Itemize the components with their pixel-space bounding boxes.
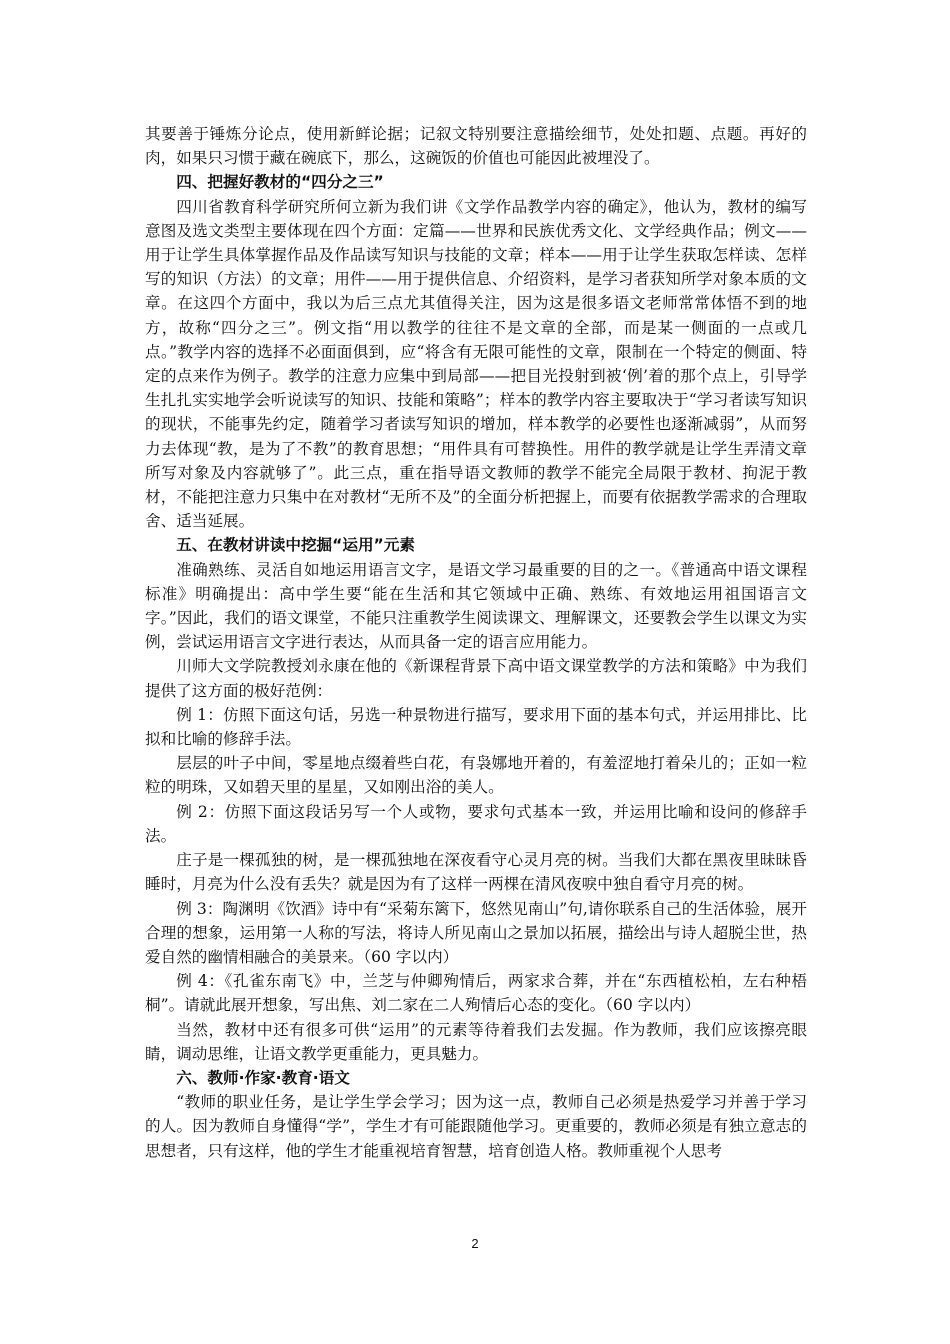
paragraph: 例 1：仿照下面这句话，另选一种景物进行描写，要求用下面的基本句式，并运用排比、比拟和比喻的修辞手法。	[145, 705, 807, 749]
paragraph: 准确熟练、灵活自如地运用语言文字，是语文学习最重要的目的之一。《普通高中语文课程标准》明确提出：高中学生要“能在生活和其它领域中正确、熟练、有效地运用祖国语言文字。”因此，我们的语文课堂，不能只注重教学生阅读课文、理解课文，还要教会学生以课文为实例，尝试运用语言文字进行表达，从而具备一定的语言应用能力。	[145, 560, 807, 652]
document-body	[145, 122, 807, 1163]
paragraph: 例 4：《孔雀东南飞》中，兰芝与仲卿殉情后，两家求合葬，并在“东西植松柏，左右种梧桐”。请就此展开想象，写出焦、刘二家在二人殉情后心态的变化。（60 字以内）	[145, 972, 807, 1015]
paragraph: 例 3：陶渊明《饮酒》诗中有“采菊东篱下，悠然见南山”句,请你联系自己的生活体验，展开合理的想象，运用第一人称的写法，将诗人所见南山之景加以拓展，描绘出与诗人超脱尘世，热爱自然的幽情相融合的美景来。（60 字以内）	[145, 899, 807, 966]
section-heading: 五、在教材讲读中挖掘“运用”元素	[176, 536, 415, 555]
paragraph: 例 2：仿照下面这段话另写一个人或物，要求句式基本一致，并运用比喻和设问的修辞手法。	[145, 802, 807, 845]
section-heading: 四、把握好教材的“四分之三”	[176, 173, 384, 192]
paragraph: 川师大文学院教授刘永康在他的《新课程背景下高中语文课堂教学的方法和策略》中为我们提供了这方面的极好范例：	[145, 657, 807, 700]
section-heading: 六、教师·作家·教育·语文	[176, 1068, 350, 1087]
paragraph: 其要善于锤炼分论点，使用新鲜论据；记叙文特别要注意描绘细节，处处扣题、点题。再好的肉，如果只习惯于藏在碗底下，那么，这碗饭的价值也可能因此被埋没了。	[145, 125, 807, 168]
page-number: 2	[471, 1236, 479, 1251]
paragraph: 当然，教材中还有很多可供“运用”的元素等待着我们去发掘。作为教师，我们应该擦亮眼睛，调动思维，让语文教学更重能力，更具魅力。	[145, 1020, 807, 1063]
paragraph: 四川省教育科学研究所何立新为我们讲《文学作品教学内容的确定》，他认为，教材的编写意图及选文类型主要体现在四个方面：定篇——世界和民族优秀文化、文学经典作品；例文——用于让学生具体掌握作品及作品读写知识与技能的文章；样本——用于让学生获取怎样读、怎样写的知识（方法）的文章；用件——用于提供信息、介绍资料，是学习者获知所学对象本质的文章。在这四个方面中，我以为后三点尤其值得关注，因为这是很多语文老师常常体悟不到的地方，故称“四分之三”。例文指“用以教学的往往不是文章的全部，而是某一侧面的一点或几点。”教学内容的选择不必面面俱到，应“将含有无限可能性的文章，限制在一个特定的侧面、特定的点来作为例子。教学的注意力应集中到局部——把目光投射到被‘例’着的那个点上，引导学生扎扎实实地学会听说读写的知识、技能和策略”；样本的教学内容主要取决于“学习者读写知识的现状，不能事先约定，随着学习者读写知识的增加，样本教学的必要性也逐渐减弱”，从而努力去体现“教，是为了不教”的教育思想；“用件具有可替换性。用件的教学就是让学生弄清文章所写对象及内容就够了”。此三点，重在指导语文教师的教学不能完全局限于教材、拘泥于教材，不能把注意力只集中在对教材“无所不及”的全面分析把握上，而要有依据教学需求的合理取舍、适当延展。	[145, 197, 807, 531]
paragraph: 庄子是一棵孤独的树，是一棵孤独地在深夜看守心灵月亮的树。当我们大都在黑夜里昧昧昏睡时，月亮为什么没有丢失？就是因为有了这样一两棵在清风夜唳中独自看守月亮的树。	[145, 851, 807, 894]
paragraph: “教师的职业任务，是让学生学会学习；因为这一点，教师自己必须是热爱学习并善于学习的人。因为教师自身懂得“学”，学生才有可能跟随他学习。更重要的，教师必须是有独立意志的思想者，只有这样，他的学生才能重视培育智慧，培育创造人格。教师重视个人思考	[145, 1093, 807, 1160]
paragraph: 层层的叶子中间，零星地点缀着些白花，有袅娜地开着的，有羞涩地打着朵儿的；正如一粒粒的明珠，又如碧天里的星星，又如刚出浴的美人。	[145, 754, 807, 797]
